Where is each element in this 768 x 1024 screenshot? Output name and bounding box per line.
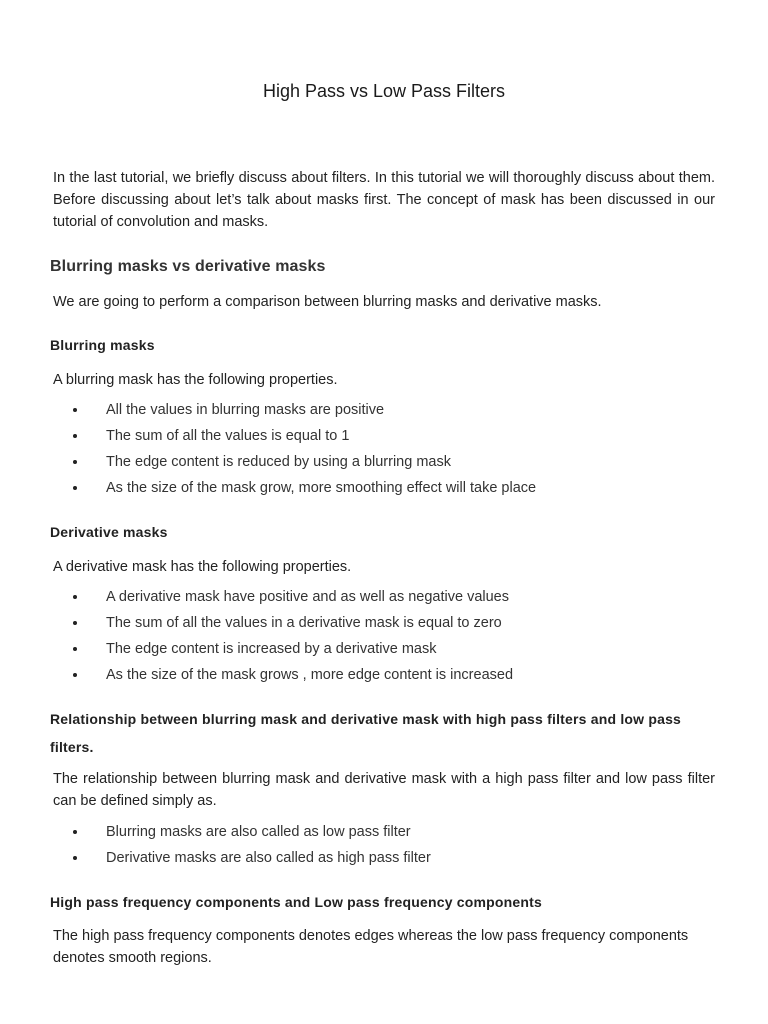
list-item-text: As the size of the mask grows , more edge content is increased [106, 667, 514, 683]
intro-paragraph: In the last tutorial, we briefly discuss about filters. In this tutorial we will thoroughly discuss about them. Before discussing about let’s talk about masks first. The concept of mask has been discussed in our tutorial of convolution and masks. [53, 170, 715, 230]
list-item-text: As the size of the mask grow, more smoothing effect will take place [106, 480, 537, 496]
list-item-text: The sum of all the values is equal to 1 [106, 428, 350, 444]
section-heading-blur-vs-derivative: Blurring masks vs derivative masks [50, 258, 326, 275]
document-title: High Pass vs Low Pass Filters [262, 81, 506, 101]
list-item [50, 845, 730, 871]
list-item-text: The sum of all the values in a derivative mask is equal to zero [106, 615, 502, 631]
list-item [50, 819, 730, 845]
section-intro-paragraph: We are going to perform a comparison between blurring masks and derivative masks. [53, 294, 602, 310]
frequency-components-paragraph: The high pass frequency components denotes edges whereas the low pass frequency components denotes smooth regions. [53, 928, 689, 966]
derivative-masks-paragraph: A derivative mask has the following properties. [53, 559, 352, 575]
list-item-text: The edge content is reduced by using a blurring mask [106, 454, 451, 470]
list-item-text: Blurring masks are also called as low pass filter [106, 824, 411, 840]
bullet-icon [73, 856, 77, 860]
list-item [50, 449, 730, 475]
bullet-icon [73, 830, 77, 834]
list-item-text: A derivative mask have positive and as well as negative values [106, 589, 509, 605]
list-item [50, 584, 730, 610]
bullet-icon [73, 434, 77, 438]
frequency-components-heading: High pass frequency components and Low pass frequency components [50, 894, 542, 910]
relationship-heading: Relationship between blurring mask and derivative mask with high pass filters and low pass filters. [50, 711, 682, 755]
bullet-icon [73, 460, 77, 464]
list-item [50, 610, 730, 636]
relationship-paragraph: The relationship between blurring mask and derivative mask with a high pass filter and low pass filter can be defined simply as. [53, 771, 715, 809]
derivative-masks-heading: Derivative masks [50, 524, 168, 540]
bullet-icon [73, 408, 77, 412]
list-item [50, 423, 730, 449]
list-item [50, 475, 730, 501]
list-item-text: The edge content is increased by a derivative mask [106, 641, 437, 657]
list-item-text: Derivative masks are also called as high pass filter [106, 850, 431, 866]
blurring-masks-paragraph: A blurring mask has the following properties. [53, 372, 338, 388]
relationship-list [50, 819, 730, 871]
bullet-icon [73, 486, 77, 490]
list-item [50, 636, 730, 662]
list-item [50, 397, 730, 423]
bullet-icon [73, 621, 77, 625]
derivative-properties-list [50, 584, 730, 688]
bullet-icon [73, 595, 77, 599]
bullet-icon [73, 647, 77, 651]
blurring-masks-heading: Blurring masks [50, 337, 155, 353]
list-item-text: All the values in blurring masks are positive [106, 402, 385, 418]
bullet-icon [73, 673, 77, 677]
list-item [50, 662, 730, 688]
blurring-properties-list [50, 397, 730, 501]
